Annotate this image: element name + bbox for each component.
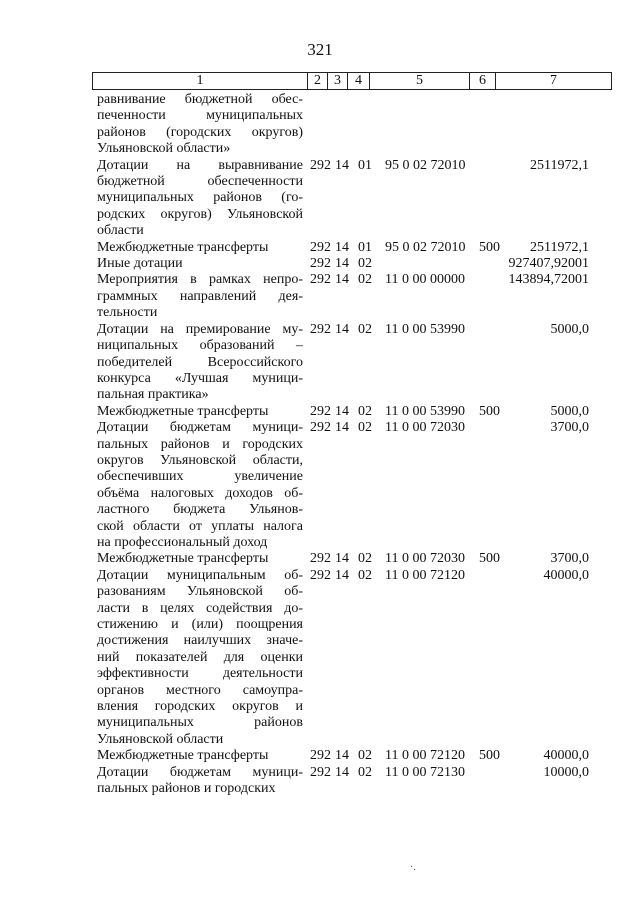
cell-c4: 02: [358, 403, 372, 419]
cell-c3: 14: [335, 748, 349, 764]
row-name: [97, 322, 303, 404]
cell-c2: 292: [310, 551, 331, 567]
row-name-line: Межбюджетные трансферты: [97, 403, 269, 419]
row-name-line: Дотации бюджетам муници-: [97, 764, 303, 780]
cell-c7: 5000,0: [550, 321, 589, 337]
row-name-line: Ульяновской области: [97, 731, 224, 747]
cell-c7: 10000,0: [543, 764, 589, 780]
table-row: [97, 551, 617, 567]
row-name-line: Мероприятия в рамках непро-: [97, 272, 303, 288]
cell-c7: 40000,0: [543, 567, 589, 583]
cell-c2: 292: [310, 764, 331, 780]
row-name-line: тельности: [97, 305, 158, 321]
cell-c5: 11 0 00 72030: [385, 551, 465, 567]
row-name-line: ской области от уплаты налога: [97, 518, 303, 534]
row-name-line: равнивание бюджетной обес-: [97, 92, 303, 107]
row-name-line: Дотации на премирование му-: [97, 321, 303, 337]
row-name-line: достижения наилучших значе-: [97, 633, 303, 649]
table-row: [97, 404, 617, 420]
table-row: [97, 420, 617, 551]
cell-c3: 14: [335, 764, 349, 780]
cell-c3: 14: [335, 157, 349, 173]
row-name: [97, 240, 303, 256]
header-col-2: 2: [308, 73, 328, 89]
row-name-line: пальных районов и городских: [97, 781, 276, 797]
header-col-3: 3: [328, 73, 348, 89]
table-row: [97, 748, 617, 764]
cell-c2: 292: [310, 157, 331, 173]
row-name-line: граммных направлений дея-: [97, 288, 303, 304]
table-row: [97, 322, 617, 404]
row-name-line: муниципальных районов: [97, 715, 303, 731]
cell-c3: 14: [335, 256, 349, 272]
cell-c7: 2511972,1: [530, 239, 589, 255]
cell-c2: 292: [310, 272, 331, 288]
table-body: [97, 92, 617, 797]
header-col-6: 6: [470, 73, 496, 89]
row-name-line: ниципальных образований –: [97, 338, 303, 354]
cell-c4: 02: [358, 256, 372, 272]
row-name-line: обеспечивших увеличение: [97, 469, 303, 485]
cell-c3: 14: [335, 567, 349, 583]
cell-c2: 292: [310, 748, 331, 764]
cell-c7: 40000,0: [543, 748, 589, 764]
row-name-line: округов Ульяновской области,: [97, 452, 303, 468]
row-name: [97, 551, 303, 567]
cell-c6: 500: [479, 403, 500, 419]
cell-c4: 02: [358, 748, 372, 764]
cell-c3: 14: [335, 403, 349, 419]
table-row: [97, 240, 617, 256]
row-name-line: ласти в целях содействия до-: [97, 600, 303, 616]
row-name: [97, 158, 303, 240]
cell-c7: 3700,0: [550, 551, 589, 567]
cell-c4: 02: [358, 321, 372, 337]
cell-c4: 01: [358, 239, 372, 255]
row-name-line: победителей Всероссийского: [97, 354, 303, 370]
row-name-line: муниципальных районов (го-: [97, 190, 303, 206]
header-col-5: 5: [370, 73, 470, 89]
row-name: [97, 404, 303, 420]
cell-c4: 02: [358, 764, 372, 780]
row-name-line: родских округов) Ульяновской: [97, 206, 303, 222]
table-row: [97, 256, 617, 272]
row-name: [97, 765, 303, 798]
cell-c2: 292: [310, 239, 331, 255]
scan-artifact: ·.: [410, 862, 416, 873]
row-name-line: Межбюджетные трансферты: [97, 551, 269, 567]
header-col-1: 1: [93, 73, 308, 89]
row-name: [97, 568, 303, 748]
row-name-line: Межбюджетные трансферты: [97, 748, 269, 764]
cell-c4: 02: [358, 272, 372, 288]
cell-c5: 11 0 00 00000: [385, 272, 465, 288]
row-name-line: Дотации на выравнивание: [97, 157, 303, 173]
table-row: [97, 765, 617, 798]
cell-c7: 3700,0: [550, 420, 589, 436]
row-name-line: районов (городских округов): [97, 124, 303, 140]
row-name-line: объёма налоговых доходов об-: [97, 485, 303, 501]
row-name: [97, 256, 303, 272]
cell-c2: 292: [310, 403, 331, 419]
row-name-line: печенности муниципальных: [97, 108, 303, 124]
row-name: [97, 92, 303, 158]
cell-c2: 292: [310, 321, 331, 337]
row-name-line: ластного бюджета Ульянов-: [97, 502, 303, 518]
table-row: [97, 158, 617, 240]
table-row: [97, 92, 617, 158]
row-name-line: Дотации муниципальным об-: [97, 567, 303, 583]
row-name-line: на профессиональный доход: [97, 534, 268, 550]
cell-c3: 14: [335, 551, 349, 567]
cell-c4: 02: [358, 420, 372, 436]
row-name: [97, 420, 303, 551]
cell-c3: 14: [335, 239, 349, 255]
cell-c4: 02: [358, 567, 372, 583]
row-name: [97, 272, 303, 321]
cell-c6: 500: [479, 748, 500, 764]
cell-c6: 500: [479, 239, 500, 255]
cell-c2: 292: [310, 420, 331, 436]
cell-c5: 11 0 00 72120: [385, 567, 465, 583]
row-name-line: вления городских округов и: [97, 699, 303, 715]
row-name-line: эффективности деятельности: [97, 666, 303, 682]
cell-c2: 292: [310, 567, 331, 583]
row-name-line: Ульяновской области»: [97, 141, 231, 157]
cell-c2: 292: [310, 256, 331, 272]
cell-c5: 11 0 00 72030: [385, 420, 465, 436]
table-row: [97, 568, 617, 748]
row-name-line: конкурса «Лучшая муници-: [97, 370, 303, 386]
row-name: [97, 748, 303, 764]
cell-c3: 14: [335, 272, 349, 288]
row-name-line: пальная практика»: [97, 387, 209, 403]
table-header: [92, 72, 612, 90]
row-name-line: стижению и (или) поощрения: [97, 617, 303, 632]
cell-c7: 143894,72001: [508, 272, 589, 288]
cell-c5: 11 0 00 72120: [385, 748, 465, 764]
row-name-line: области: [97, 223, 144, 239]
cell-c7: 927407,92001: [508, 256, 589, 272]
row-name-line: бюджетной обеспеченности: [97, 174, 303, 190]
header-col-7: 7: [550, 73, 557, 88]
table-row: [97, 272, 617, 321]
cell-c7: 5000,0: [550, 403, 589, 419]
page-number: 321: [307, 40, 333, 59]
row-name-line: разованиям Ульяновской об-: [97, 584, 303, 600]
row-name-line: Иные дотации: [97, 256, 183, 272]
row-name-line: пальных районов и городских: [97, 436, 303, 452]
cell-c3: 14: [335, 420, 349, 436]
cell-c5: 11 0 00 53990: [385, 403, 465, 419]
row-name-line: органов местного самоупра-: [97, 682, 303, 698]
cell-c4: 01: [358, 157, 372, 173]
row-name-line: Дотации бюджетам муници-: [97, 420, 303, 436]
row-name-line: Межбюджетные трансферты: [97, 239, 269, 255]
header-col-4: 4: [348, 73, 370, 89]
cell-c4: 02: [358, 551, 372, 567]
row-name-line: ний показателей для оценки: [97, 649, 303, 665]
cell-c5: 95 0 02 72010: [385, 239, 466, 255]
cell-c5: 11 0 00 53990: [385, 321, 465, 337]
cell-c6: 500: [479, 551, 500, 567]
cell-c5: 11 0 00 72130: [385, 764, 465, 780]
cell-c5: 95 0 02 72010: [385, 157, 466, 173]
cell-c3: 14: [335, 321, 349, 337]
cell-c7: 2511972,1: [530, 157, 589, 173]
